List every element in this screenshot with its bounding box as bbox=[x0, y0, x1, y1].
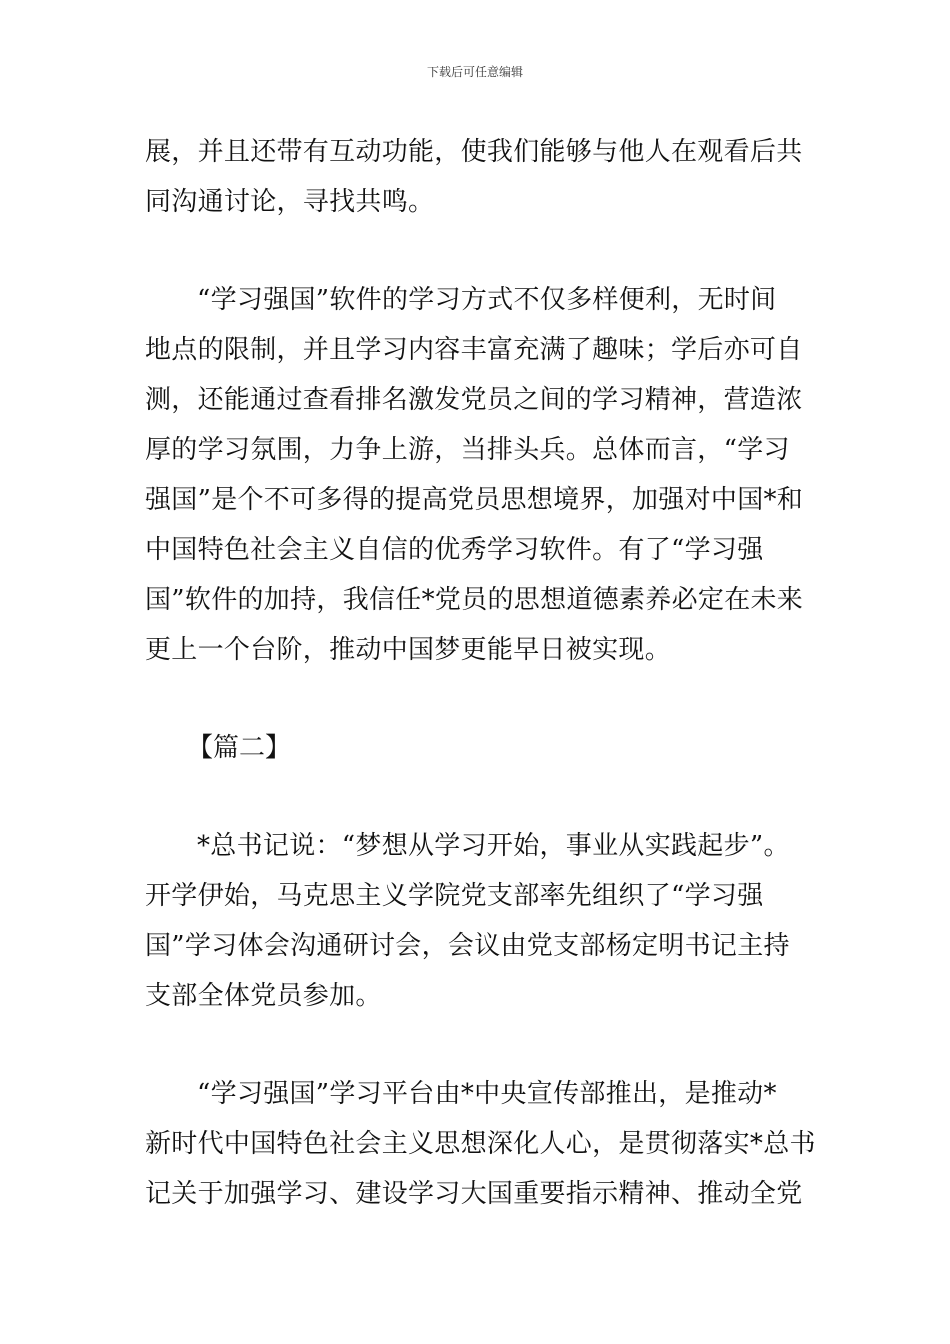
page-header: 下载后可任意编辑 bbox=[426, 65, 523, 79]
paragraph bbox=[145, 821, 813, 1021]
text-line: 地点的限制，并且学习内容丰富充满了趣味；学后亦可自 bbox=[145, 335, 803, 365]
text-line: 测，还能通过查看排名激发党员之间的学习精神，营造浓 bbox=[145, 385, 803, 415]
paragraph bbox=[145, 1069, 816, 1219]
paragraph-gap bbox=[145, 1021, 813, 1069]
text-line: 强国”是个不可多得的提高党员思想境界，加强对中国*和 bbox=[145, 485, 804, 515]
text-line: 国”软件的加持，我信任*党员的思想道德素养必定在未来 bbox=[145, 585, 804, 615]
text-line: 中国特色社会主义自信的优秀学习软件。有了“学习强 bbox=[145, 535, 764, 565]
document-body bbox=[145, 127, 816, 1219]
text-line: 新时代中国特色社会主义思想深化人心，是贯彻落实*总书 bbox=[145, 1129, 816, 1159]
text-line: “学习强国”软件的学习方式不仅多样便利，无时间 bbox=[197, 285, 777, 315]
paragraph bbox=[145, 275, 813, 675]
paragraph-gap bbox=[145, 675, 813, 723]
text-line: 同沟通讨论，寻找共鸣。 bbox=[145, 187, 435, 217]
section-heading: 【篇二】 bbox=[187, 733, 292, 763]
text-line: 支部全体党员参加。 bbox=[145, 981, 382, 1011]
paragraph-gap bbox=[145, 773, 813, 821]
text-line: 记关于加强学习、建设学习大国重要指示精神、推动全党 bbox=[145, 1179, 803, 1209]
text-line: 开学伊始，马克思主义学院党支部率先组织了“学习强 bbox=[145, 881, 764, 911]
text-line: “学习强国”学习平台由*中央宣传部推出，是推动* bbox=[197, 1079, 777, 1109]
text-line: 展，并且还带有互动功能，使我们能够与他人在观看后共 bbox=[145, 137, 803, 167]
text-line: 国”学习体会沟通研讨会，会议由党支部杨定明书记主持 bbox=[145, 931, 790, 961]
paragraph-gap bbox=[145, 227, 813, 275]
text-line: 厚的学习氛围，力争上游，当排头兵。总体而言，“学习 bbox=[145, 435, 790, 465]
text-line: 更上一个台阶，推动中国梦更能早日被实现。 bbox=[145, 635, 672, 665]
text-line: *总书记说：“梦想从学习开始，事业从实践起步”。 bbox=[197, 831, 790, 861]
paragraph bbox=[145, 127, 813, 227]
